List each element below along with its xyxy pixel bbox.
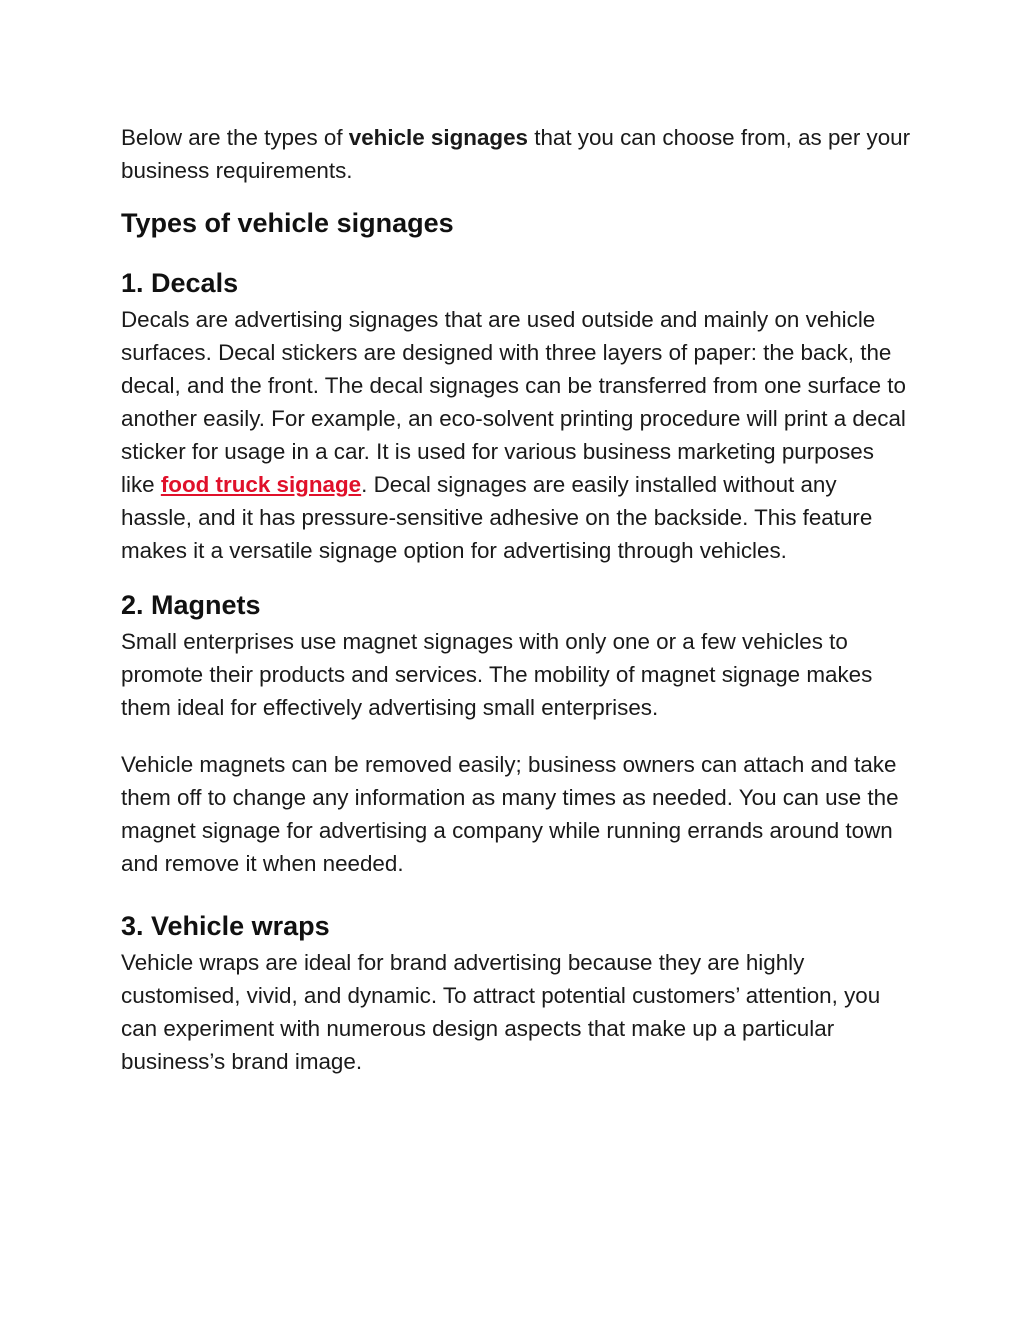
intro-paragraph (121, 121, 911, 187)
magnets-heading: 2. Magnets (121, 590, 261, 620)
intro-text-after: that you can choose from, as per your business requirements. (121, 125, 911, 183)
types-heading: Types of vehicle signages (121, 208, 454, 238)
decals-text-before-link: Decals are advertising signages that are used outside and mainly on vehicle surfaces. Decal stickers are designed with three layers of paper: the back, the decal, and the front. The decal signages can be transferred from one surface to another easily. For example, an eco-solvent printing procedure will print a decal sticker for usage in a car. It is used for various business marketing purposes like (121, 307, 906, 497)
intro-text-before: Below are the types of (121, 125, 349, 150)
magnets-paragraph-2: Vehicle magnets can be removed easily; business owners can attach and take them off to change any information as many times as needed. You can use the magnet signage for advertising a company while running errands around town and remove it when needed. (121, 752, 899, 876)
food-truck-signage-link[interactable]: food truck signage (160, 472, 362, 497)
decals-paragraph (121, 303, 911, 567)
wraps-heading: 3. Vehicle wraps (121, 911, 330, 941)
decals-heading: 1. Decals (121, 268, 239, 298)
magnets-paragraph-1: Small enterprises use magnet signages with only one or a few vehicles to promote their products and services. The mobility of magnet signage makes them ideal for effectively advertising small enterprises. (121, 629, 873, 720)
intro-bold-term: vehicle signages (348, 125, 528, 150)
wraps-paragraph-1: Vehicle wraps are ideal for brand advertising because they are highly customised, vivid, and dynamic. To attract potential customers’ attention, you can experiment with numerous design aspects that make up a particular business’s brand image. (121, 950, 881, 1074)
document-page (121, 121, 911, 1078)
decals-text-after-link: . Decal signages are easily installed without any hassle, and it has pressure-sensitive adhesive on the backside. This feature makes it a versatile signage option for advertising through vehicles. (121, 472, 873, 563)
